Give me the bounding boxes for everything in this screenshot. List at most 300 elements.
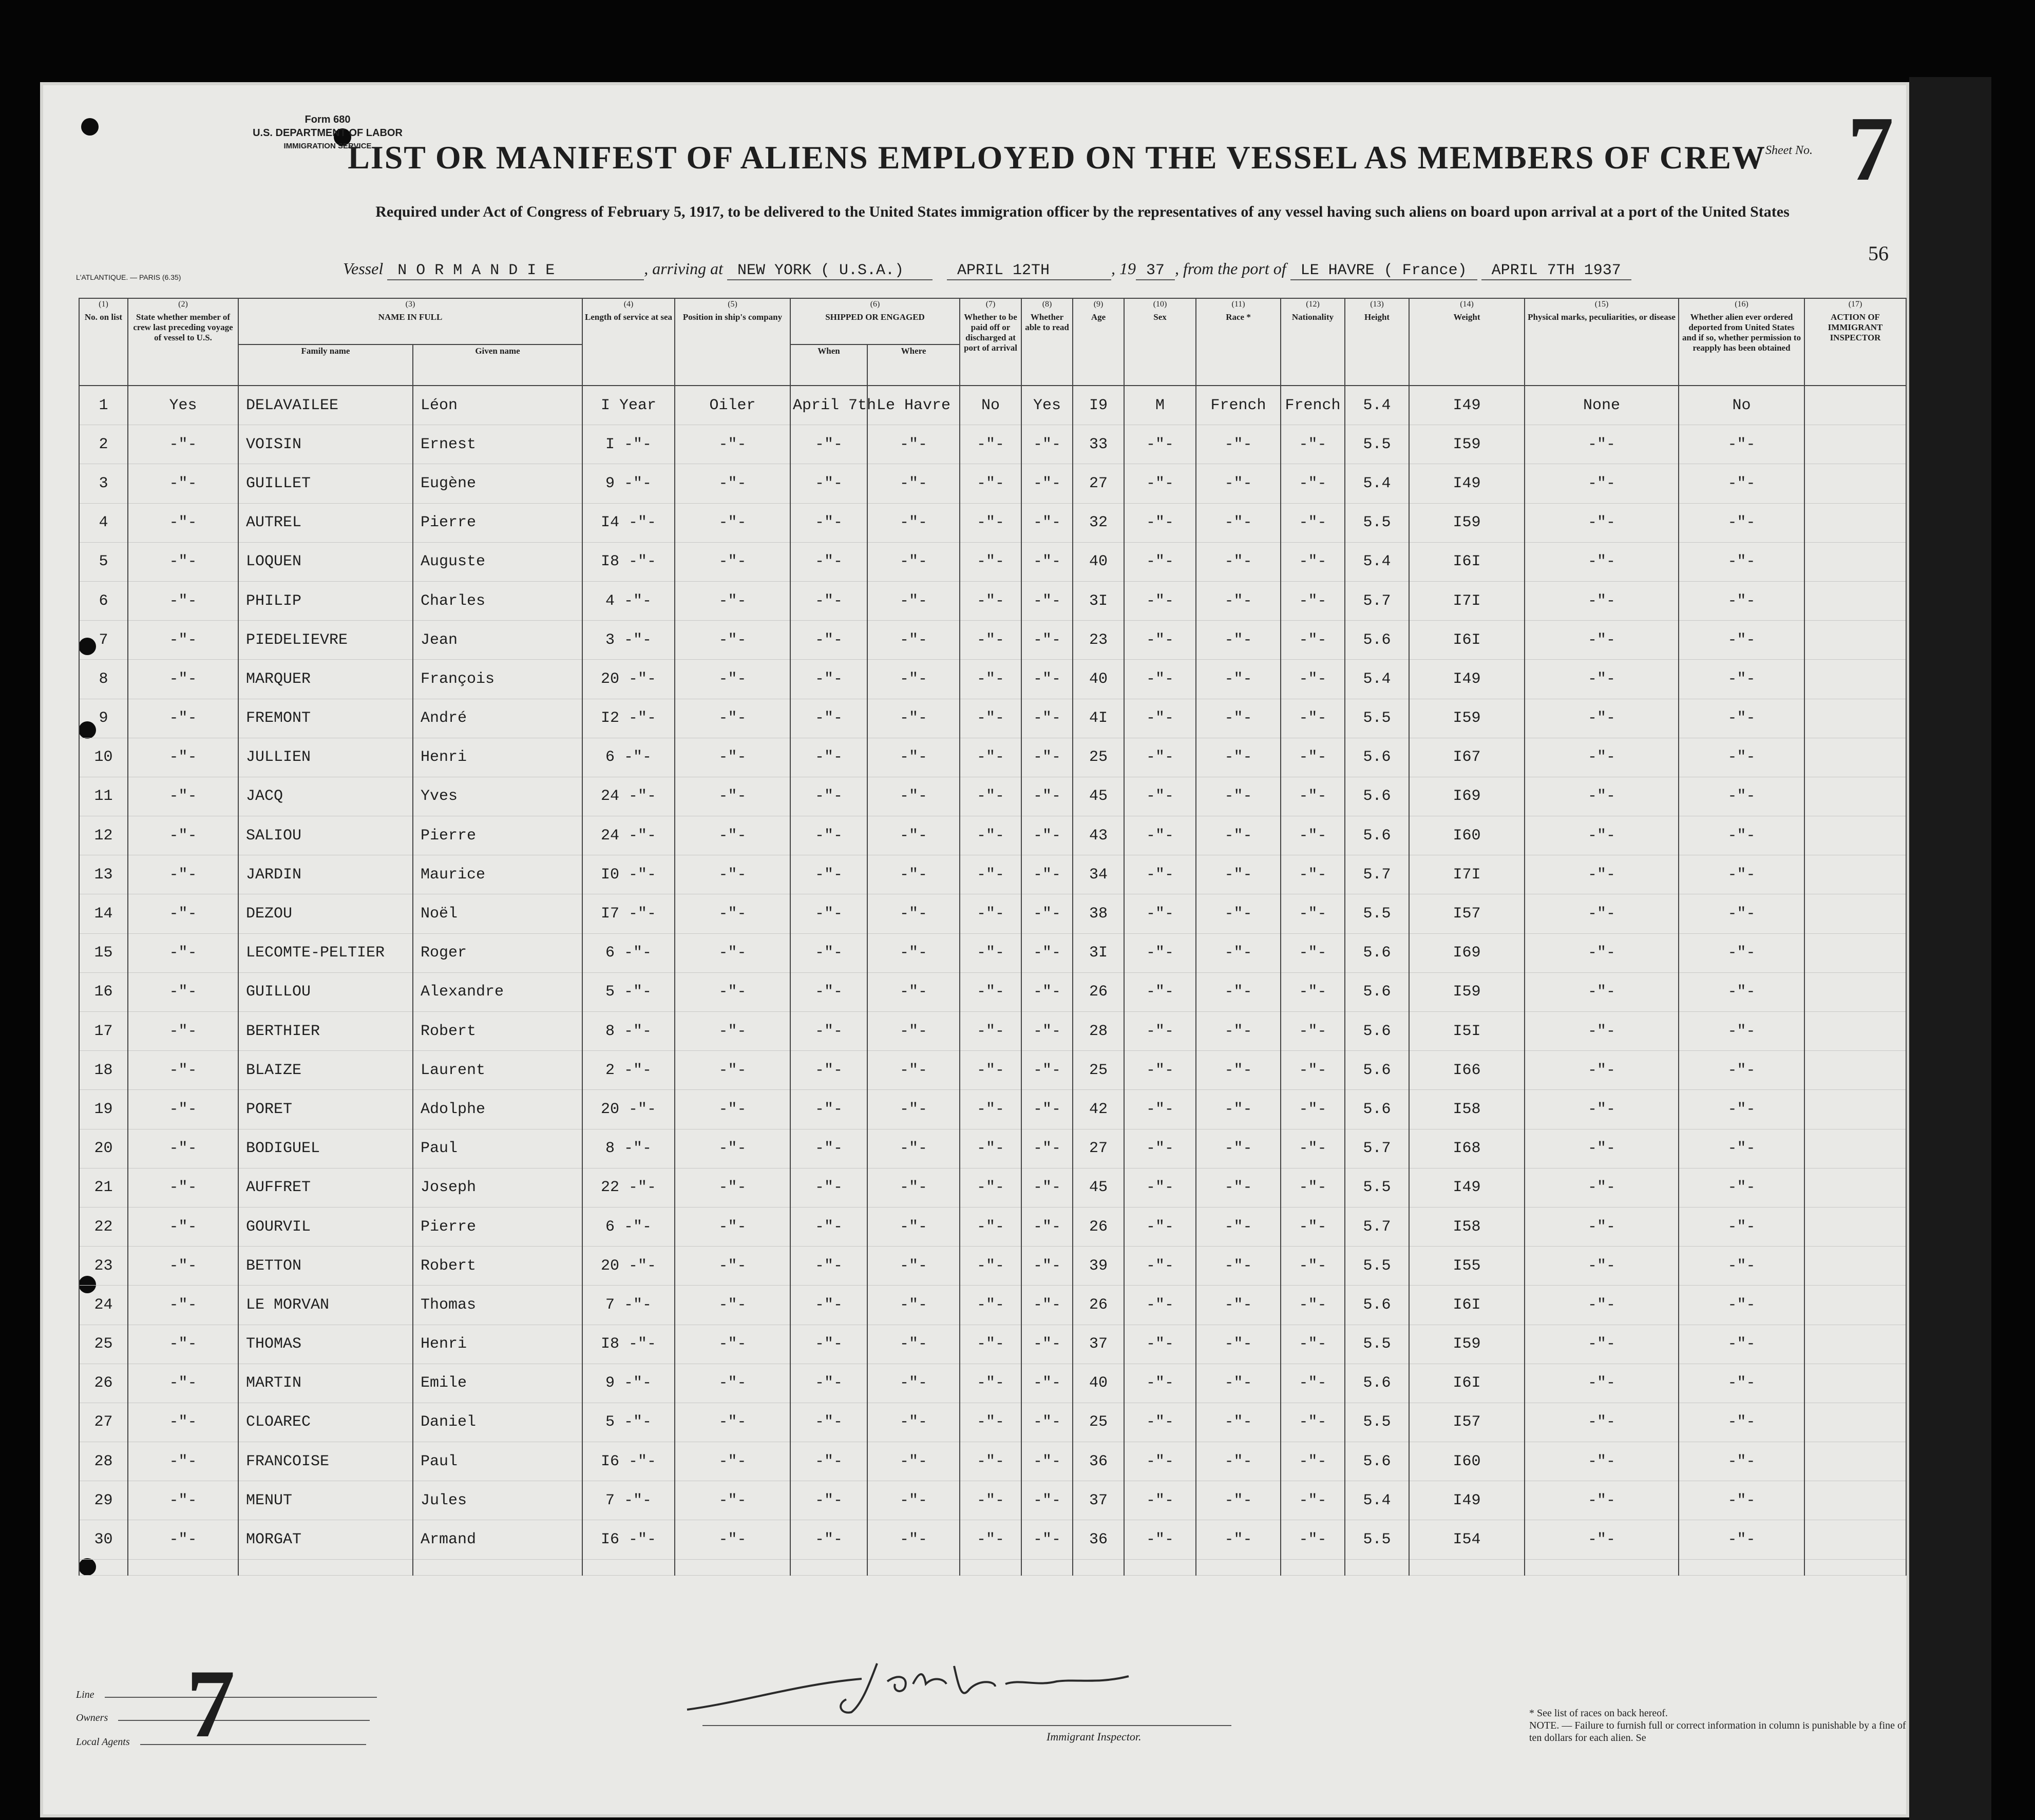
cell-where: -"- (867, 699, 960, 738)
cell-service: I8 -"- (582, 1325, 675, 1364)
cell-race: -"- (1196, 1207, 1281, 1246)
cell-read: -"- (1021, 738, 1073, 777)
cell-position: -"- (675, 1520, 790, 1559)
cell-sex: -"- (1124, 464, 1196, 503)
cell-inspector-action (1804, 1247, 1906, 1286)
cell-position: -"- (675, 933, 790, 972)
cell-position: -"- (675, 1051, 790, 1090)
cell-no: 9 (79, 699, 128, 738)
cell-position: -"- (675, 1012, 790, 1051)
cell-height: 5.5 (1345, 699, 1409, 738)
cell-deported: -"- (1679, 1286, 1804, 1325)
cell-weight: I69 (1409, 933, 1525, 972)
cell-weight: I49 (1409, 464, 1525, 503)
cell-inspector-action (1804, 816, 1906, 855)
table-row (79, 503, 1906, 542)
service: IMMIGRATION SERVICE (283, 142, 372, 150)
cell-sex: -"- (1124, 1051, 1196, 1090)
cell-age: 3I (1073, 933, 1124, 972)
cell-deported: -"- (1679, 1168, 1804, 1207)
cell-nationality: -"- (1281, 1129, 1345, 1168)
cell-nationality: -"- (1281, 542, 1345, 581)
cell-given: Thomas (413, 1286, 582, 1325)
cell-paid: -"- (960, 464, 1021, 503)
cell-sex: -"- (1124, 699, 1196, 738)
cell-read: -"- (1021, 1403, 1073, 1442)
cell-age: 32 (1073, 503, 1124, 542)
cell-prev: -"- (128, 1481, 238, 1520)
cell-deported: -"- (1679, 542, 1804, 581)
cell-no: 18 (79, 1051, 128, 1090)
cell-given: Adolphe (413, 1090, 582, 1129)
table-row (79, 816, 1906, 855)
cell-when: -"- (790, 816, 867, 855)
cell-race: -"- (1196, 1247, 1281, 1286)
cell-where: -"- (867, 1168, 960, 1207)
cell-inspector-action (1804, 464, 1906, 503)
cell-service: I8 -"- (582, 542, 675, 581)
cell-nationality: -"- (1281, 1442, 1345, 1481)
cell-position: -"- (675, 1325, 790, 1364)
cell-prev: -"- (128, 503, 238, 542)
cell-marks: -"- (1525, 464, 1679, 503)
cell-service: I -"- (582, 425, 675, 464)
cell-sex: -"- (1124, 1403, 1196, 1442)
cell-marks: -"- (1525, 1286, 1679, 1325)
cell-deported: -"- (1679, 738, 1804, 777)
cell-age: 42 (1073, 1090, 1124, 1129)
col-nationality: (12) Nationality (1281, 298, 1345, 386)
cell-inspector-action (1804, 972, 1906, 1011)
cell-no: 14 (79, 894, 128, 933)
cell-weight: I6I (1409, 1364, 1525, 1403)
agents-label: Local Agents (76, 1736, 130, 1748)
cell-no: 23 (79, 1247, 128, 1286)
cell-height: 5.5 (1345, 1325, 1409, 1364)
inspector-signature (667, 1653, 1170, 1720)
cell-age: 40 (1073, 542, 1124, 581)
cell-prev: -"- (128, 1403, 238, 1442)
cell-service: 24 -"- (582, 816, 675, 855)
cell-height: 5.6 (1345, 1051, 1409, 1090)
cell-paid: -"- (960, 1403, 1021, 1442)
cell-paid: -"- (960, 1207, 1021, 1246)
cell-family: MARQUER (238, 660, 413, 699)
cell-service: 2 -"- (582, 1051, 675, 1090)
cell-no: 29 (79, 1481, 128, 1520)
cell-given: Daniel (413, 1403, 582, 1442)
cell-when: -"- (790, 1286, 867, 1325)
cell-sex: -"- (1124, 816, 1196, 855)
cell-prev: -"- (128, 660, 238, 699)
table-row (79, 1247, 1906, 1286)
table-row (79, 464, 1906, 503)
cell-deported: -"- (1679, 1325, 1804, 1364)
cell-race: -"- (1196, 1286, 1281, 1325)
cell-when: -"- (790, 464, 867, 503)
cell-no: 10 (79, 738, 128, 777)
punch-hole (81, 118, 99, 136)
cell-nationality: -"- (1281, 1325, 1345, 1364)
cell-read: -"- (1021, 816, 1073, 855)
page-number: 56 (1868, 242, 1889, 265)
cell-age: 33 (1073, 425, 1124, 464)
cell-inspector-action (1804, 1481, 1906, 1520)
cell-race: -"- (1196, 1168, 1281, 1207)
cell-nationality: -"- (1281, 1247, 1345, 1286)
cell-inspector-action (1804, 1051, 1906, 1090)
cell-weight: I49 (1409, 660, 1525, 699)
cell-position: -"- (675, 425, 790, 464)
cell-nationality: -"- (1281, 1012, 1345, 1051)
filler-cell (675, 1559, 790, 1575)
cell-inspector-action (1804, 1207, 1906, 1246)
cell-race: -"- (1196, 621, 1281, 660)
cell-paid: -"- (960, 933, 1021, 972)
table-row (79, 386, 1906, 425)
cell-where: -"- (867, 1364, 960, 1403)
cell-family: LECOMTE-PELTIER (238, 933, 413, 972)
cell-family: JACQ (238, 777, 413, 816)
cell-marks: -"- (1525, 425, 1679, 464)
cell-when: -"- (790, 1481, 867, 1520)
col-when: When (790, 344, 867, 386)
cell-family: LE MORVAN (238, 1286, 413, 1325)
cell-paid: -"- (960, 1325, 1021, 1364)
cell-weight: I59 (1409, 1325, 1525, 1364)
cell-inspector-action (1804, 660, 1906, 699)
cell-deported: -"- (1679, 1481, 1804, 1520)
col-prev-voyage: (2) State whether member of crew last preceding voyage of vessel to U.S. (128, 298, 238, 386)
cell-inspector-action (1804, 777, 1906, 816)
cell-position: -"- (675, 738, 790, 777)
cell-sex: -"- (1124, 855, 1196, 894)
cell-family: AUTREL (238, 503, 413, 542)
cell-sex: -"- (1124, 1325, 1196, 1364)
cell-where: -"- (867, 1207, 960, 1246)
cell-race: -"- (1196, 777, 1281, 816)
cell-nationality: -"- (1281, 1051, 1345, 1090)
cell-family: MARTIN (238, 1364, 413, 1403)
cell-position: -"- (675, 1403, 790, 1442)
cell-weight: I6I (1409, 621, 1525, 660)
col-height: (13) Height (1345, 298, 1409, 386)
cell-where: -"- (867, 1051, 960, 1090)
cell-marks: -"- (1525, 738, 1679, 777)
cell-nationality: -"- (1281, 816, 1345, 855)
cell-paid: -"- (960, 1129, 1021, 1168)
cell-weight: I55 (1409, 1247, 1525, 1286)
cell-deported: -"- (1679, 621, 1804, 660)
cell-sex: -"- (1124, 503, 1196, 542)
cell-weight: I60 (1409, 816, 1525, 855)
cell-read: -"- (1021, 581, 1073, 620)
cell-inspector-action (1804, 738, 1906, 777)
cell-age: 27 (1073, 464, 1124, 503)
cell-prev: -"- (128, 1364, 238, 1403)
cell-paid: -"- (960, 581, 1021, 620)
cell-inspector-action (1804, 1168, 1906, 1207)
cell-paid: -"- (960, 738, 1021, 777)
cell-given: Laurent (413, 1051, 582, 1090)
cell-given: Robert (413, 1012, 582, 1051)
cell-sex: -"- (1124, 1247, 1196, 1286)
filler-cell (1124, 1559, 1196, 1575)
cell-paid: -"- (960, 1168, 1021, 1207)
cell-read: -"- (1021, 621, 1073, 660)
cell-nationality: -"- (1281, 660, 1345, 699)
arriving-port: NEW YORK ( U.S.A.) (727, 262, 933, 280)
cell-prev: -"- (128, 1168, 238, 1207)
cell-no: 26 (79, 1364, 128, 1403)
table-row (79, 425, 1906, 464)
cell-age: 26 (1073, 1286, 1124, 1325)
cell-where: -"- (867, 1247, 960, 1286)
table-row (79, 933, 1906, 972)
arrival-date: APRIL 12TH (947, 262, 1111, 280)
cell-height: 5.4 (1345, 660, 1409, 699)
cell-family: PHILIP (238, 581, 413, 620)
departure-date: APRIL 7TH 1937 (1481, 262, 1631, 280)
cell-where: -"- (867, 855, 960, 894)
cell-prev: Yes (128, 386, 238, 425)
table-row (79, 1207, 1906, 1246)
cell-when: -"- (790, 972, 867, 1011)
cell-height: 5.5 (1345, 1520, 1409, 1559)
cell-nationality: -"- (1281, 1481, 1345, 1520)
cell-family: JULLIEN (238, 738, 413, 777)
cell-read: -"- (1021, 660, 1073, 699)
cell-service: 6 -"- (582, 1207, 675, 1246)
cell-marks: -"- (1525, 660, 1679, 699)
cell-given: Léon (413, 386, 582, 425)
cell-inspector-action (1804, 386, 1906, 425)
cell-where: -"- (867, 503, 960, 542)
cell-marks: -"- (1525, 1520, 1679, 1559)
cell-deported: -"- (1679, 1012, 1804, 1051)
filler-cell (1073, 1559, 1124, 1575)
cell-read: -"- (1021, 1442, 1073, 1481)
cell-marks: -"- (1525, 621, 1679, 660)
cell-race: -"- (1196, 699, 1281, 738)
subtitle: Required under Act of Congress of February 5, 1917, to be delivered to the United States immigration officer by the representatives of any vessel having such aliens on board upon arrival at a port of the United States (375, 203, 1790, 220)
cell-service: 6 -"- (582, 933, 675, 972)
cell-service: I Year (582, 386, 675, 425)
cell-deported: -"- (1679, 699, 1804, 738)
cell-nationality: -"- (1281, 1403, 1345, 1442)
cell-race: -"- (1196, 581, 1281, 620)
cell-height: 5.4 (1345, 542, 1409, 581)
cell-position: -"- (675, 660, 790, 699)
cell-when: -"- (790, 699, 867, 738)
cell-prev: -"- (128, 1207, 238, 1246)
cell-no: 30 (79, 1520, 128, 1559)
cell-position: -"- (675, 1090, 790, 1129)
col-where: Where (867, 344, 960, 386)
cell-age: 37 (1073, 1325, 1124, 1364)
crew-table (79, 298, 1907, 1576)
cell-read: -"- (1021, 1129, 1073, 1168)
cell-inspector-action (1804, 621, 1906, 660)
table-row (79, 1168, 1906, 1207)
cell-given: François (413, 660, 582, 699)
cell-no: 24 (79, 1286, 128, 1325)
cell-where: -"- (867, 542, 960, 581)
cell-inspector-action (1804, 699, 1906, 738)
cell-position: -"- (675, 1481, 790, 1520)
cell-prev: -"- (128, 699, 238, 738)
cell-height: 5.6 (1345, 1364, 1409, 1403)
cell-where: -"- (867, 581, 960, 620)
cell-deported: -"- (1679, 1364, 1804, 1403)
cell-marks: -"- (1525, 1442, 1679, 1481)
cell-marks: -"- (1525, 1247, 1679, 1286)
cell-sex: -"- (1124, 1168, 1196, 1207)
cell-family: BETTON (238, 1247, 413, 1286)
cell-no: 8 (79, 660, 128, 699)
cell-family: THOMAS (238, 1325, 413, 1364)
cell-prev: -"- (128, 816, 238, 855)
cell-nationality: -"- (1281, 425, 1345, 464)
cell-no: 20 (79, 1129, 128, 1168)
cell-height: 5.4 (1345, 1481, 1409, 1520)
cell-read: -"- (1021, 1051, 1073, 1090)
col-service: (4) Length of service at sea (582, 298, 675, 386)
cell-race: -"- (1196, 972, 1281, 1011)
cell-marks: -"- (1525, 1168, 1679, 1207)
cell-height: 5.5 (1345, 1168, 1409, 1207)
cell-age: 23 (1073, 621, 1124, 660)
cell-height: 5.5 (1345, 894, 1409, 933)
cell-marks: -"- (1525, 581, 1679, 620)
cell-race: -"- (1196, 1012, 1281, 1051)
from-label: , from the port of (1175, 259, 1286, 278)
cell-marks: -"- (1525, 1090, 1679, 1129)
cell-family: GUILLOU (238, 972, 413, 1011)
cell-age: 26 (1073, 972, 1124, 1011)
table-row (79, 1012, 1906, 1051)
filler-cell (1281, 1559, 1345, 1575)
cell-position: -"- (675, 581, 790, 620)
cell-when: -"- (790, 660, 867, 699)
cell-given: Alexandre (413, 972, 582, 1011)
cell-family: VOISIN (238, 425, 413, 464)
cell-position: -"- (675, 1168, 790, 1207)
cell-read: -"- (1021, 1090, 1073, 1129)
cell-no: 15 (79, 933, 128, 972)
cell-prev: -"- (128, 972, 238, 1011)
cell-service: 20 -"- (582, 660, 675, 699)
cell-weight: I66 (1409, 1051, 1525, 1090)
cell-deported: -"- (1679, 894, 1804, 933)
cell-where: -"- (867, 933, 960, 972)
table-row (79, 660, 1906, 699)
col-given-name: Given name (413, 344, 582, 386)
cell-when: -"- (790, 1364, 867, 1403)
col-read: (8) Whether able to read (1021, 298, 1073, 386)
cell-sex: -"- (1124, 777, 1196, 816)
cell-race: -"- (1196, 816, 1281, 855)
filler-cell (960, 1559, 1021, 1575)
filler-cell (790, 1559, 867, 1575)
cell-sex: -"- (1124, 581, 1196, 620)
cell-paid: -"- (960, 1286, 1021, 1325)
cell-when: -"- (790, 933, 867, 972)
cell-position: -"- (675, 855, 790, 894)
cell-service: I7 -"- (582, 894, 675, 933)
filler-cell (238, 1559, 413, 1575)
cell-deported: -"- (1679, 660, 1804, 699)
filler-cell (413, 1559, 582, 1575)
cell-when: -"- (790, 1129, 867, 1168)
cell-prev: -"- (128, 1286, 238, 1325)
cell-sex: -"- (1124, 1286, 1196, 1325)
cell-height: 5.5 (1345, 503, 1409, 542)
cell-paid: No (960, 386, 1021, 425)
col-shipped: (6) SHIPPED OR ENGAGED (790, 298, 960, 344)
cell-deported: -"- (1679, 1051, 1804, 1090)
cell-family: GOURVIL (238, 1207, 413, 1246)
cell-prev: -"- (128, 1520, 238, 1559)
cell-read: -"- (1021, 894, 1073, 933)
cell-where: -"- (867, 1403, 960, 1442)
cell-service: 22 -"- (582, 1168, 675, 1207)
col-sex: (10) Sex (1124, 298, 1196, 386)
cell-position: -"- (675, 1442, 790, 1481)
cell-nationality: -"- (1281, 1286, 1345, 1325)
col-name: (3) NAME IN FULL (238, 298, 582, 344)
cell-service: 24 -"- (582, 777, 675, 816)
cell-weight: I59 (1409, 425, 1525, 464)
cell-paid: -"- (960, 1442, 1021, 1481)
cell-no: 27 (79, 1403, 128, 1442)
cell-service: 5 -"- (582, 1403, 675, 1442)
cell-race: -"- (1196, 1129, 1281, 1168)
cell-marks: -"- (1525, 777, 1679, 816)
table-row (79, 621, 1906, 660)
table-row (79, 542, 1906, 581)
cell-sex: -"- (1124, 933, 1196, 972)
cell-age: 38 (1073, 894, 1124, 933)
cell-sex: -"- (1124, 660, 1196, 699)
cell-when: -"- (790, 1207, 867, 1246)
cell-given: Pierre (413, 816, 582, 855)
cell-when: -"- (790, 1090, 867, 1129)
cell-sex: -"- (1124, 1090, 1196, 1129)
cell-family: GUILLET (238, 464, 413, 503)
cell-when: -"- (790, 581, 867, 620)
cell-height: 5.5 (1345, 425, 1409, 464)
cell-where: -"- (867, 621, 960, 660)
cell-age: 27 (1073, 1129, 1124, 1168)
cell-height: 5.7 (1345, 1129, 1409, 1168)
cell-given: Eugène (413, 464, 582, 503)
cell-prev: -"- (128, 464, 238, 503)
cell-deported: -"- (1679, 816, 1804, 855)
cell-inspector-action (1804, 1129, 1906, 1168)
cell-race: -"- (1196, 894, 1281, 933)
cell-read: -"- (1021, 699, 1073, 738)
printer-mark: L'ATLANTIQUE. — PARIS (6.35) (76, 273, 181, 281)
cell-age: 25 (1073, 1051, 1124, 1090)
cell-age: 25 (1073, 738, 1124, 777)
cell-service: 20 -"- (582, 1247, 675, 1286)
cell-deported: -"- (1679, 1207, 1804, 1246)
cell-service: 8 -"- (582, 1012, 675, 1051)
cell-given: Yves (413, 777, 582, 816)
cell-weight: I60 (1409, 1442, 1525, 1481)
cell-paid: -"- (960, 660, 1021, 699)
